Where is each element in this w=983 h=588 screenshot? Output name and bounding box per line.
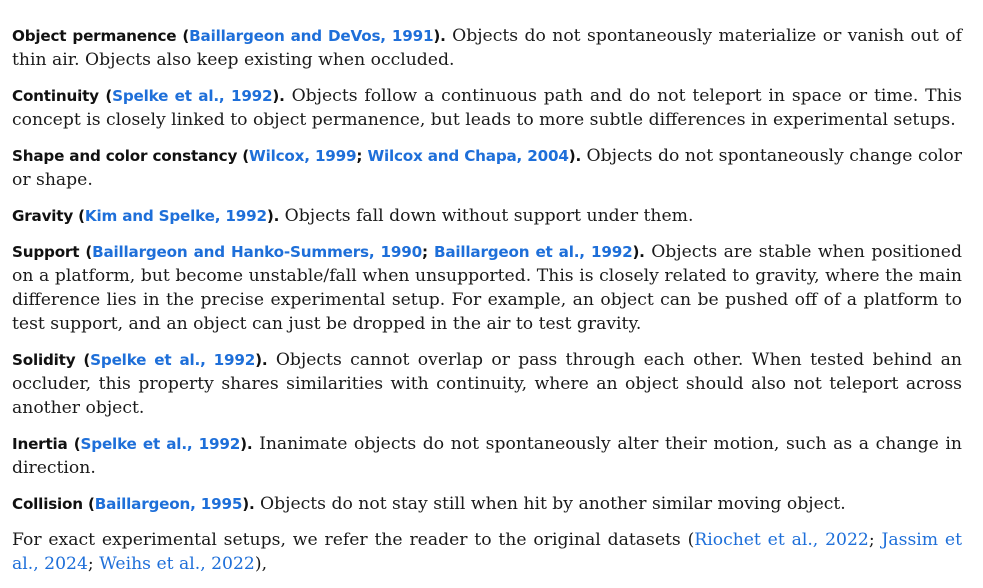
definition-body: Objects follow a continuous path and do not teleport in space or time. This concept is closely linked to object permanence, but leads to more subtle differences in experimental setups. (12, 86, 962, 130)
definition-term: Continuity (12, 87, 99, 105)
definition-body: Objects are stable when positioned on a platform, but become unstable/fall when unsupported. This is closely related to gravity, where the main difference lies in the precise experimental setup. For example, an object can be pushed off of a platform to test support, and an object can just be dropped in the air to test gravity. (12, 242, 962, 334)
definition-paragraph: Collision (Baillargeon, 1995). Objects do not stay still when hit by another similar moving object. (12, 494, 846, 514)
definition-body: Objects cannot overlap or pass through each other. When tested behind an occluder, this property shares similarities with continuity, where an object should also not teleport across another object. (12, 350, 962, 418)
citation-link[interactable]: Baillargeon and Hanko-Summers, 1990 (92, 243, 422, 261)
definition-term: Solidity (12, 351, 76, 369)
definition-body: Objects fall down without support under them. (284, 206, 694, 226)
definition-paragraph: Shape and color constancy (Wilcox, 1999; Wilcox and Chapa, 2004). Objects do not spontaneously change color or shape. (12, 146, 962, 190)
definition-term: Shape and color constancy (12, 147, 238, 165)
closing-tail: ), (254, 554, 268, 574)
definition-paragraph: Object permanence (Baillargeon and DeVos, 1991). Objects do not spontaneously materialize or vanish out of thin air. Objects also keep existing when occluded. (12, 26, 962, 70)
citation-link[interactable]: Baillargeon et al., 1992 (433, 243, 633, 261)
definition-paragraph: Gravity (Kim and Spelke, 1992). Objects fall down without support under them. (12, 206, 694, 226)
definition-paragraph: Continuity (Spelke et al., 1992). Objects follow a continuous path and do not teleport in space or time. This concept is closely linked to object permanence, but leads to more subtle differences in experimental setups. (12, 86, 962, 130)
citation-link[interactable]: Wilcox, 1999 (249, 147, 357, 165)
citation-link[interactable]: Wilcox and Chapa, 2004 (367, 147, 569, 165)
definition-paragraph: Inertia (Spelke et al., 1992). Inanimate objects do not spontaneously alter their motion, such as a change in direction. (12, 434, 962, 478)
citation-link[interactable]: Baillargeon, 1995 (94, 495, 243, 513)
citation-link[interactable]: Kim and Spelke, 1992 (84, 207, 267, 225)
definition-body: Inanimate objects do not spontaneously alter their motion, such as a change in direction. (12, 434, 962, 478)
definition-term: Object permanence (12, 27, 177, 45)
citation-link[interactable]: Spelke et al., 1992 (112, 87, 273, 105)
definition-body: Objects do not stay still when hit by another similar moving object. (260, 494, 846, 514)
definition-term: Inertia (12, 435, 68, 453)
definition-term: Gravity (12, 207, 74, 225)
citation-link[interactable]: Jassim et al., 2024 (12, 530, 962, 574)
citation-link[interactable]: Spelke et al., 1992 (90, 351, 256, 369)
closing-paragraph: For exact experimental setups, we refer the reader to the original datasets (Riochet et al., 2022; Jassim et al., 2024; Weihs et al., 2022), (12, 530, 962, 574)
citation-link[interactable]: Baillargeon and DeVos, 1991 (189, 27, 434, 45)
definition-body: Objects do not spontaneously materialize or vanish out of thin air. Objects also keep existing when occluded. (12, 26, 962, 70)
definition-paragraph: Solidity (Spelke et al., 1992). Objects cannot overlap or pass through each other. When tested behind an occluder, this property shares similarities with continuity, where an object should also not teleport across another object. (12, 350, 962, 418)
definition-term: Collision (12, 495, 83, 513)
closing-lead: For exact experimental setups, we refer the reader to the original datasets ( (12, 530, 695, 550)
definition-body: Objects do not spontaneously change color or shape. (12, 146, 962, 190)
citation-link[interactable]: Spelke et al., 1992 (80, 435, 241, 453)
definition-term: Support (12, 243, 80, 261)
citation-link[interactable]: Weihs et al., 2022 (99, 554, 255, 574)
definition-paragraph: Support (Baillargeon and Hanko-Summers, 1990; Baillargeon et al., 1992). Objects are stable when positioned on a platform, but become unstable/fall when unsupported. This is closely related to gravity, where the main difference lies in the precise experimental setup. For example, an object can be pushed off of a platform to test support, and an object can just be dropped in the air to test gravity. (12, 242, 962, 334)
citation-link[interactable]: Riochet et al., 2022 (694, 530, 869, 550)
paper-text-body (12, 24, 962, 588)
